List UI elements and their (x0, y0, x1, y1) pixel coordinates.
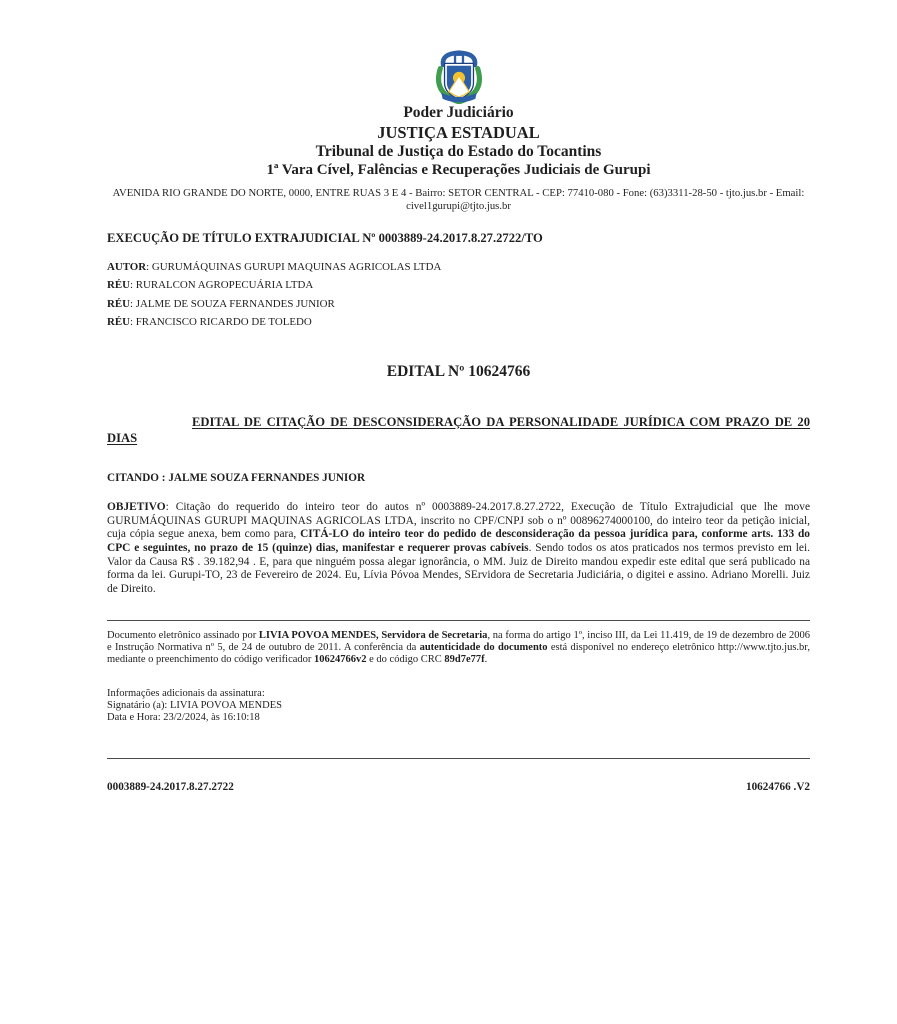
institution-justice-type: JUSTIÇA ESTADUAL (377, 122, 540, 142)
institution-court-unit: 1ª Vara Cível, Falências e Recuperações Judiciais de Gurupi (266, 161, 651, 178)
case-parties (107, 258, 810, 332)
party-value: : RURALCON AGROPECUÁRIA LTDA (130, 279, 314, 292)
edital-heading: EDITAL DE CITAÇÃO DE DESCONSIDERAÇÃO DA PERSONALIDADE JURÍDICA COM PRAZO DE 20 DIAS (107, 414, 810, 446)
party-value: : FRANCISCO RICARDO DE TOLEDO (130, 316, 312, 329)
signature-datetime: Data e Hora: 23/2/2024, às 16:10:18 (107, 712, 260, 724)
court-email: civel1gurupi@tjto.jus.br (406, 200, 511, 212)
case-title: EXECUÇÃO DE TÍTULO EXTRAJUDICIAL Nº 0003889-24.2017.8.27.2722/TO (107, 230, 543, 245)
divider-signature (107, 620, 810, 621)
signature-additional-info (107, 688, 810, 725)
letterhead (107, 48, 810, 214)
signature-info-label: Informações adicionais da assinatura: (107, 687, 265, 699)
party-value: : GURUMÁQUINAS GURUPI MAQUINAS AGRICOLAS LTDA (146, 260, 442, 273)
party-line-autor (107, 258, 810, 277)
party-label: RÉU (107, 297, 130, 310)
edital-number-title: EDITAL Nº 10624766 (386, 362, 531, 380)
objetivo-paragraph: OBJETIVO: Citação do requerido do inteiro teor do autos nº 0003889-24.2017.8.27.2722, Execução de Título Extrajudicial que lhe move GURUMÁQUINAS GURUPI MAQUINAS AGRICOLAS LTDA, inscrito no CPF/CNPJ sob o nº 00896274000100, do inteiro teor da petição inicial, cuja cópia segue anexa, bem como para, CITÁ-LO do inteiro teor do pedido de desconsideração da pessoa jurídica para, conforme arts. 133 do CPC e seguintes, no prazo de 15 (quinze) dias, manifestar e requerer provas cabíveis. Sendo todos os atos praticados nos termos previsto em lei. Valor da Causa R$ . 39.182,94 . E, para que ninguém possa alegar ignorância, o MM. Juiz de Direito mandou expedir este edital que será publicado na forma da lei. Gurupi-TO, 23 de Fevereiro de 2024. Eu, Lívia Póvoa Mendes, SErvidora de Secretaria Judiciária, o digitei e assino. Adriano Morelli. Juiz de Direito. (107, 500, 811, 596)
court-address-line1: AVENIDA RIO GRANDE DO NORTE, 0000, ENTRE RUAS 3 E 4 - Bairro: SETOR CENTRAL - CEP: 77410-080 - Fone: (63)3311-28-50 - tjto.jus.br - Email: (112, 186, 805, 199)
party-label: AUTOR (107, 260, 147, 273)
divider-footer (107, 758, 810, 759)
tjto-coat-of-arms-icon (431, 48, 487, 104)
party-label: RÉU (107, 316, 130, 329)
party-line-reu-1 (107, 276, 810, 295)
party-line-reu-3 (107, 313, 810, 332)
court-address (107, 187, 810, 214)
institution-court: Tribunal de Justiça do Estado do Tocantins (315, 142, 602, 160)
document-footer (107, 781, 810, 793)
party-label: RÉU (107, 279, 130, 292)
signature-statement: Documento eletrônico assinado por LIVIA POVOA MENDES, Servidora de Secretaria, na forma do artigo 1º, inciso III, da Lei 11.419, de 19 de dezembro de 2006 e Instrução Normativa nº 5, de 24 de outubro de 2011. A conferência da autenticidade do documento está disponível no endereço eletrônico http://www.tjto.jus.br, mediante o preenchimento do código verificador 10624766v2 e do código CRC 89d7e77f. (107, 629, 810, 666)
footer-process-number: 0003889-24.2017.8.27.2722 (107, 780, 234, 793)
party-line-reu-2 (107, 295, 810, 314)
party-value: : JALME DE SOUZA FERNANDES JUNIOR (130, 297, 335, 310)
signature-signatory: Signatário (a): LIVIA POVOA MENDES (107, 699, 282, 711)
institution-branch: Poder Judiciário (403, 104, 514, 121)
citando-line: CITANDO : JALME SOUZA FERNANDES JUNIOR (107, 471, 366, 484)
footer-document-version: 10624766 .V2 (745, 780, 810, 793)
